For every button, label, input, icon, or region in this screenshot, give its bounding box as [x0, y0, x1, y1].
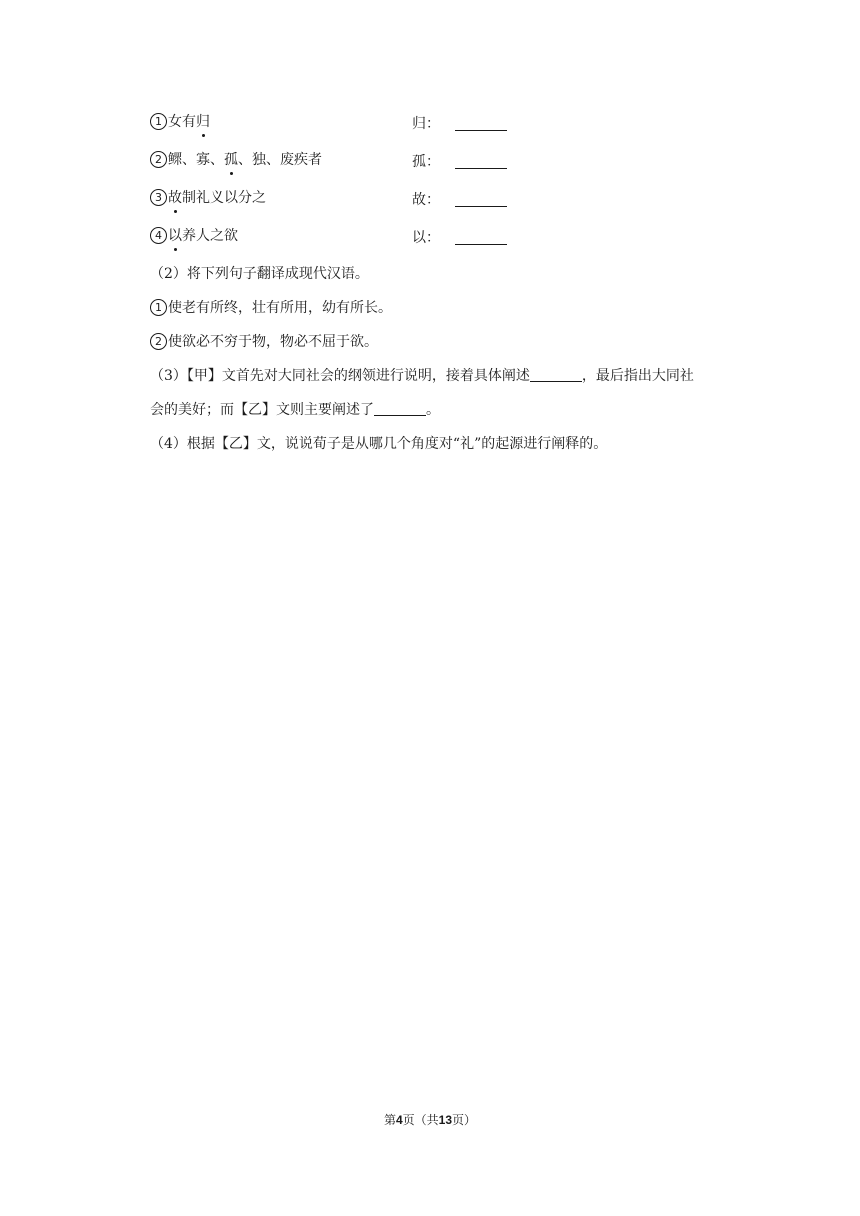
word-item-text-post: 养人之欲: [182, 228, 238, 244]
answer-blank-1[interactable]: [455, 130, 507, 131]
question-4-prompt: （4）根据【乙】文，说说荀子是从哪几个角度对“礼”的起源进行阐释的。: [150, 436, 608, 452]
answer-label-3: 故：: [412, 192, 440, 208]
q3-text-a: （3）【甲】文首先对大同社会的纲领进行说明，接着具体阐述: [150, 368, 530, 384]
page-footer: [0, 1110, 860, 1130]
word-item-text-pre: 鳏、寡、: [168, 152, 224, 168]
q3-text-d: 。: [426, 402, 440, 418]
question-2-prompt: （2）将下列句子翻译成现代汉语。: [150, 266, 369, 282]
answer-label-4: 以：: [412, 230, 440, 246]
emphasized-character: 归: [196, 110, 210, 134]
word-item-1: [150, 110, 210, 134]
footer-total-pages: 13: [438, 1113, 453, 1127]
question-3-line-1: [150, 364, 750, 388]
word-item-text-pre: 女有: [168, 114, 196, 130]
q3-answer-blank-2[interactable]: [374, 401, 426, 416]
word-item-4: [150, 224, 238, 248]
circled-number: 3: [150, 189, 167, 206]
word-item-2: [150, 148, 322, 172]
answer-blank-3[interactable]: [455, 206, 507, 207]
q2-item-text: 使老有所终，壮有所用，幼有所长。: [168, 300, 392, 316]
question-3-line-2: [150, 398, 750, 422]
answer-label-2: 孤：: [412, 154, 440, 170]
q2-item-1: [150, 296, 750, 320]
emphasized-character: 故: [168, 186, 182, 210]
circled-number: 1: [150, 299, 167, 316]
q2-item-text: 使欲必不穷于物，物必不屈于欲。: [168, 334, 378, 350]
footer-page-number: 4: [395, 1113, 403, 1127]
circled-number: 1: [150, 113, 167, 130]
circled-number: 2: [150, 151, 167, 168]
word-item-text-post: 制礼义以分之: [182, 190, 266, 206]
answer-blank-4[interactable]: [455, 244, 507, 245]
word-item-text-post: 、独、废疾者: [238, 152, 322, 168]
q3-answer-blank-1[interactable]: [530, 367, 582, 382]
footer-mid: 页（共: [402, 1113, 439, 1127]
footer-pre: 第: [383, 1113, 396, 1127]
answer-label-1: 归：: [412, 116, 440, 132]
emphasized-character: 以: [168, 224, 182, 248]
q3-text-c: 会的美好；而【乙】文则主要阐述了: [150, 402, 374, 418]
emphasized-character: 孤: [224, 148, 238, 172]
word-item-3: [150, 186, 266, 210]
q3-text-b: ，最后指出大同社: [581, 368, 694, 384]
circled-number: 4: [150, 227, 167, 244]
footer-post: 页）: [452, 1113, 477, 1127]
circled-number: 2: [150, 333, 167, 350]
q2-item-2: [150, 330, 750, 354]
answer-blank-2[interactable]: [455, 168, 507, 169]
